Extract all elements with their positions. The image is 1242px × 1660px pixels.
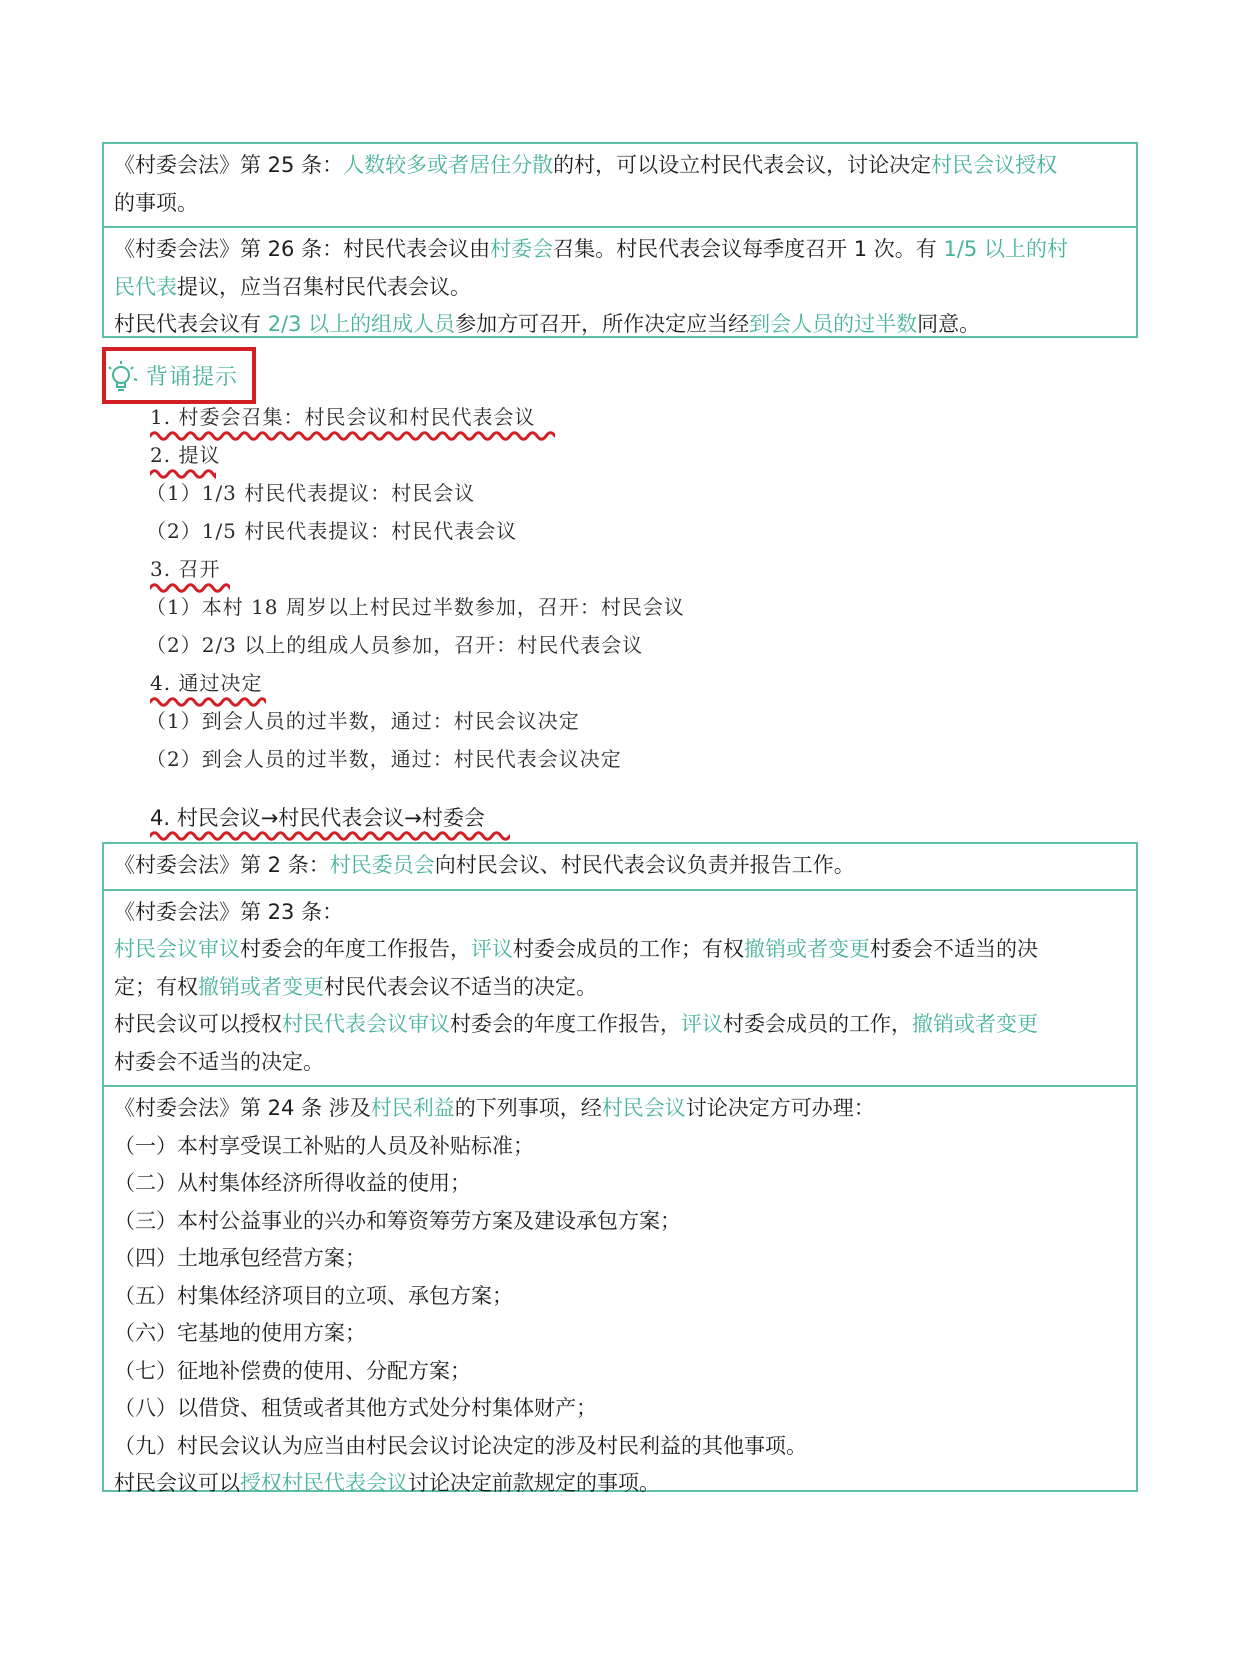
body-text: （五）村集体经济项目的立项、承包方案； [114, 1283, 513, 1308]
body-text: 同意。 [917, 312, 981, 336]
highlight-text: 1/5 以上的村 [943, 237, 1068, 261]
body-text: 向村民会议、村民代表会议负责并报告工作。 [434, 853, 855, 877]
article-23-line-3 [114, 969, 1128, 1007]
article-24-item-2 [114, 1165, 1128, 1203]
body-text: （三）本村公益事业的兴办和筹资筹劳方案及建设承包方案； [114, 1208, 681, 1233]
article-24-item-3 [114, 1203, 1128, 1241]
body-text: 的下列事项，经 [454, 1096, 602, 1120]
body-text: 《村委会法》第 2 条： [114, 853, 330, 877]
body-text: 《村委会法》第 23 条： [114, 899, 344, 924]
body-text: 村民会议可以 [114, 1471, 240, 1495]
highlight-text: 撤销或者变更 [198, 974, 324, 999]
body-text: 《村委会法》第 24 条 涉及 [114, 1096, 371, 1120]
wavy-underline [150, 830, 510, 842]
highlight-text: 村民代表会议审议 [282, 1012, 450, 1036]
memo-item-3-2: （2）2/3 以上的组成人员参加，召开：村民代表会议 [146, 633, 644, 657]
memo-heading-3: 3. 召开 [150, 557, 221, 581]
body-text: 召集。村民代表会议每季度召开 1 次。有 [553, 237, 944, 261]
article-24-item-9 [114, 1428, 1128, 1466]
memo-heading-2: 2. 提议 [150, 443, 221, 467]
article-25-line-2 [114, 185, 1128, 223]
body-text: （七）征地补偿费的使用、分配方案； [114, 1358, 471, 1383]
memo-item-4-1: （1）到会人员的过半数，通过：村民会议决定 [146, 709, 580, 733]
body-text: 提议，应当召集村民代表会议。 [177, 274, 471, 299]
article-26-line-2 [114, 269, 1128, 307]
tip-title: 背诵提示 [146, 365, 239, 390]
body-text: （九）村民会议认为应当由村民会议讨论决定的涉及村民利益的其他事项。 [114, 1433, 807, 1458]
law-box-village-assembly [102, 842, 1138, 1495]
article-25-line-1 [114, 147, 1128, 185]
body-text: （六）宅基地的使用方案； [114, 1321, 366, 1345]
body-text: 村民代表会议有 [114, 312, 268, 336]
body-text: 《村委会法》第 26 条：村民代表会议由 [114, 237, 491, 261]
highlight-text: 村委会 [490, 237, 554, 261]
article-23-row [104, 889, 1136, 1086]
article-24-item-4 [114, 1240, 1128, 1278]
highlight-text: 人数较多或者居住分散 [343, 153, 554, 177]
article-24-item-5 [114, 1278, 1128, 1316]
article-24-line-1 [114, 1090, 1128, 1128]
body-text: 的事项。 [114, 190, 198, 215]
body-text: 《村委会法》第 25 条： [114, 153, 344, 177]
memo-heading-4: 4. 通过决定 [150, 671, 263, 695]
body-text: （二）从村集体经济所得收益的使用； [114, 1171, 471, 1195]
body-text: 村委会不适当的决 [870, 937, 1038, 961]
body-text: 讨论决定前款规定的事项。 [408, 1471, 660, 1495]
body-text: 的村，可以设立村民代表会议，讨论决定 [553, 153, 932, 177]
body-text: 村委会成员的工作， [723, 1012, 912, 1036]
body-text: 村民代表会议不适当的决定。 [324, 974, 597, 999]
highlight-text: 2/3 以上的组成人员 [267, 312, 456, 336]
memo-item-2-2: （2）1/5 村民代表提议：村民代表会议 [146, 519, 518, 543]
lightbulb-icon [103, 359, 141, 397]
article-24-item-6 [114, 1315, 1128, 1353]
highlight-text: 村民会议 [601, 1096, 686, 1120]
body-text: （一）本村享受误工补贴的人员及补贴标准； [114, 1133, 534, 1158]
body-text: 参加方可召开，所作决定应当经 [455, 312, 750, 336]
body-text: 村委会不适当的决定。 [114, 1049, 324, 1074]
article-24-item-7 [114, 1353, 1128, 1391]
article-23-line-5 [114, 1044, 1128, 1082]
body-text: 讨论决定方可办理： [685, 1096, 875, 1120]
article-24-row [104, 1085, 1136, 1507]
highlight-text: 授权村民代表会议 [240, 1471, 408, 1495]
memo-item-3-1: （1）本村 18 周岁以上村民过半数参加，召开：村民会议 [146, 595, 685, 619]
body-text: 村委会的年度工作报告， [450, 1012, 681, 1036]
memo-heading-1: 1. 村委会召集：村民会议和村民代表会议 [150, 405, 536, 429]
body-text: 村委会的年度工作报告， [240, 937, 471, 961]
article-23-line-1 [114, 894, 1128, 932]
body-text: 村委会成员的工作；有权 [513, 937, 744, 961]
body-text: （八）以借贷、租赁或者其他方式处分村集体财产； [114, 1396, 597, 1420]
highlight-text: 评议 [681, 1012, 723, 1036]
article-26-row [104, 226, 1136, 348]
article-26-line-1 [114, 231, 1128, 269]
article-2-line-1 [114, 847, 1128, 885]
article-26-line-3 [114, 306, 1128, 344]
article-24-item-8 [114, 1390, 1128, 1428]
highlight-text: 村民会议授权 [931, 153, 1058, 177]
article-23-line-2 [114, 931, 1128, 969]
highlight-text: 撤销或者变更 [744, 937, 870, 961]
highlight-text: 评议 [471, 937, 513, 961]
article-23-line-4 [114, 1006, 1128, 1044]
highlight-text: 民代表 [114, 274, 177, 299]
highlight-text: 村民委员会 [329, 853, 435, 877]
highlight-text: 村民利益 [370, 1096, 455, 1120]
memo-item-2-1: （1）1/3 村民代表提议：村民会议 [146, 481, 476, 505]
body-text: 定；有权 [114, 974, 198, 999]
highlight-text: 撤销或者变更 [912, 1012, 1038, 1036]
body-text: （四）土地承包经营方案； [114, 1246, 366, 1270]
body-text: 村民会议可以授权 [114, 1012, 282, 1036]
article-2-row [104, 844, 1136, 889]
memo-item-4-2: （2）到会人员的过半数，通过：村民代表会议决定 [146, 747, 622, 771]
highlight-text: 到会人员的过半数 [749, 312, 918, 336]
highlight-text: 村民会议审议 [114, 937, 240, 961]
article-24-item-1 [114, 1128, 1128, 1166]
memo-chain-heading: 4. 村民会议→村民代表会议→村委会 [150, 806, 485, 830]
law-box-representative-assembly [102, 142, 1138, 338]
article-24-last-line [114, 1465, 1128, 1503]
article-25-row [104, 144, 1136, 226]
